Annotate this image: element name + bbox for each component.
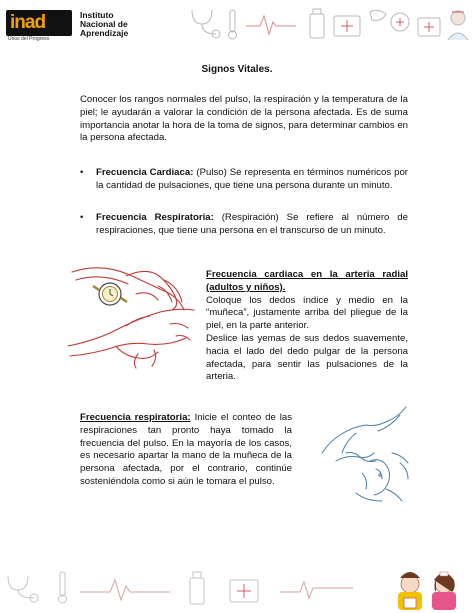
radial-artery-section [206, 269, 408, 384]
page-title: Signos Vitales. [201, 64, 273, 75]
logo-mark-text: inad [10, 12, 46, 33]
bullet-icon: • [80, 212, 84, 223]
header-medical-doodles [186, 4, 474, 44]
nurse-icon [448, 11, 468, 40]
thermometer-icon [229, 10, 237, 39]
medical-kit-icon [334, 16, 360, 36]
institution-line-2: Nacional de [80, 19, 128, 29]
bottle-icon [310, 9, 324, 38]
institution-name [80, 11, 128, 38]
bullet-list [80, 167, 408, 193]
heartbeat-icon [246, 16, 296, 34]
breathing-check-illustration [316, 403, 414, 507]
ina-logo [6, 10, 182, 40]
bullet-text: (Respiración) Se refiere al número de respiraciones, que tiene una persona en el transcurso de un minuto. [96, 212, 408, 236]
bullet-respiratory-rate [80, 212, 408, 238]
bullet-term: Frecuencia Respiratoria: [96, 212, 214, 223]
stethoscope-icon [8, 576, 38, 602]
heartbeat-icon [280, 582, 353, 598]
institution-line-3: Aprendizaje [80, 28, 129, 38]
footer-medical-doodles [0, 562, 474, 613]
bullet-text: (Pulso) Se representa en términos numéricos por la cantidad de pulsaciones, que tiene una persona durante un minuto. [96, 167, 408, 191]
bullet-list-2 [80, 212, 408, 238]
respiratory-heading: Frecuencia respiratoria: [80, 412, 191, 423]
intro-section [80, 94, 408, 145]
nurse-icon [432, 572, 456, 610]
medical-kit-icon [418, 18, 440, 36]
intro-paragraph: Conocer los rangos normales del pulso, la respiración y la temperatura de la piel; le ayudarán a valorar la condición de la persona afectada. Es de suma importancia anotar la hora de la toma de signos, para determinar cambios en la persona afectada. [80, 94, 408, 144]
respiratory-text: Inicie el conteo de las respiraciones tan pronto haya tomado la frecuencia del pulso. En la mayoría de los casos, es necesario apartar la mano de la muñeca de la persona afectada, por el contrario, continúe sosteniéndola como si aún le tomara el pulso. [80, 412, 292, 487]
hands-pulse-illustration [66, 250, 200, 374]
heartbeat-icon [80, 580, 170, 600]
bullet-term: Frecuencia Cardiaca: [96, 167, 194, 178]
medical-kit-icon [230, 580, 258, 602]
bullet-icon: • [80, 167, 84, 178]
page-header [0, 0, 474, 46]
respiratory-section [80, 412, 292, 489]
bullet-heart-rate [80, 167, 408, 193]
radial-heading: Frecuencia cardiaca en la arteria radial (adultos y niños). [206, 269, 408, 293]
watch-icon [93, 283, 127, 305]
logo-mark [6, 10, 72, 36]
stethoscope-icon [192, 10, 220, 38]
logo-tagline: Unos del Progreso [8, 36, 50, 42]
radial-step-2: Deslice las yemas de sus dedos suavemente, hacia el lado del dedo pulgar de la persona afectada, para sentir las pulsaciones de la arteria. [206, 332, 408, 383]
institution-line-1: Instituto [80, 10, 114, 20]
thermometer-icon [59, 572, 67, 603]
nurse-icon [398, 572, 422, 610]
radial-step-1: Coloque los dedos índice y medio en la “muñeca”, justamente arriba del pliegue de la piel, en la parte anterior. [206, 294, 408, 332]
bottle-icon [190, 572, 204, 604]
